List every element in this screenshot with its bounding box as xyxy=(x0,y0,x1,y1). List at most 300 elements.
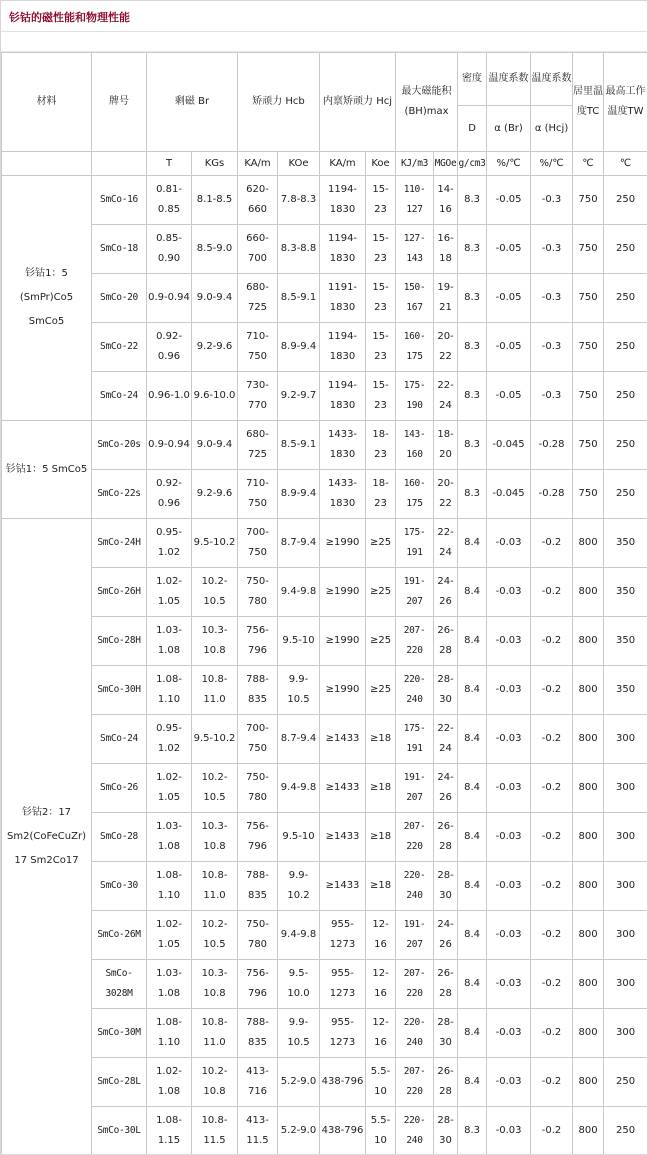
cell-max-work: 250 xyxy=(604,274,648,323)
cell-bhmax-kjm3: 220-240 xyxy=(396,666,434,715)
cell-hcj-koe: 15-23 xyxy=(366,372,396,421)
cell-hcj-kam: 1433-1830 xyxy=(320,470,366,519)
cell-hcj-kam: 1433-1830 xyxy=(320,421,366,470)
cell-bhmax-kjm3: 175-191 xyxy=(396,519,434,568)
cell-alpha-hcj: -0.28 xyxy=(531,421,573,470)
cell-curie: 750 xyxy=(573,372,604,421)
cell-bhmax-mgoe: 24-26 xyxy=(434,568,458,617)
cell-alpha-br: -0.05 xyxy=(487,372,531,421)
cell-br-t: 1.02-1.05 xyxy=(147,911,192,960)
table-row xyxy=(2,225,648,274)
cell-br-t: 0.81-0.85 xyxy=(147,176,192,225)
cell-alpha-br: -0.05 xyxy=(487,323,531,372)
properties-table xyxy=(1,52,648,1155)
cell-alpha-hcj: -0.2 xyxy=(531,666,573,715)
cell-alpha-hcj: -0.2 xyxy=(531,764,573,813)
cell-alpha-hcj: -0.2 xyxy=(531,1058,573,1107)
cell-grade: SmCo-26M xyxy=(92,911,147,960)
cell-bhmax-kjm3: 191-207 xyxy=(396,911,434,960)
cell-bhmax-mgoe: 18-20 xyxy=(434,421,458,470)
cell-hcb-koe: 5.2-9.0 xyxy=(278,1107,320,1155)
cell-grade: SmCo-26 xyxy=(92,764,147,813)
cell-density: 8.3 xyxy=(458,323,487,372)
cell-br-kgs: 10.8-11.5 xyxy=(192,1107,238,1155)
cell-max-work: 250 xyxy=(604,1107,648,1155)
cell-density: 8.4 xyxy=(458,764,487,813)
material-group-label: 钐钴1：5 (SmPr)Co5 SmCo5 xyxy=(2,176,92,421)
title-bar xyxy=(1,1,647,32)
cell-bhmax-kjm3: 160-175 xyxy=(396,470,434,519)
cell-br-t: 0.92-0.96 xyxy=(147,470,192,519)
cell-hcj-kam: ≥1990 xyxy=(320,617,366,666)
cell-alpha-br: -0.03 xyxy=(487,764,531,813)
table-row xyxy=(2,519,648,568)
cell-hcj-kam: ≥1433 xyxy=(320,813,366,862)
cell-max-work: 300 xyxy=(604,1009,648,1058)
cell-br-t: 1.08-1.10 xyxy=(147,666,192,715)
cell-bhmax-kjm3: 175-191 xyxy=(396,715,434,764)
cell-grade: SmCo-24 xyxy=(92,372,147,421)
cell-bhmax-mgoe: 22-24 xyxy=(434,715,458,764)
cell-curie: 800 xyxy=(573,568,604,617)
cell-density: 8.4 xyxy=(458,862,487,911)
title-spacer xyxy=(1,32,647,52)
cell-alpha-hcj: -0.2 xyxy=(531,519,573,568)
cell-grade: SmCo-16 xyxy=(92,176,147,225)
table-row xyxy=(2,372,648,421)
cell-alpha-hcj: -0.28 xyxy=(531,470,573,519)
cell-max-work: 250 xyxy=(604,1058,648,1107)
cell-max-work: 300 xyxy=(604,911,648,960)
cell-bhmax-kjm3: 207-220 xyxy=(396,617,434,666)
table-row xyxy=(2,274,648,323)
cell-grade: SmCo-18 xyxy=(92,225,147,274)
cell-alpha-br: -0.05 xyxy=(487,225,531,274)
cell-hcj-koe: 15-23 xyxy=(366,225,396,274)
cell-density: 8.4 xyxy=(458,715,487,764)
cell-alpha-hcj: -0.2 xyxy=(531,1107,573,1155)
cell-hcb-kam: 710-750 xyxy=(238,470,278,519)
cell-density: 8.4 xyxy=(458,960,487,1009)
cell-alpha-br: -0.03 xyxy=(487,519,531,568)
cell-br-kgs: 9.2-9.6 xyxy=(192,323,238,372)
cell-curie: 800 xyxy=(573,666,604,715)
cell-br-kgs: 9.0-9.4 xyxy=(192,421,238,470)
cell-density: 8.4 xyxy=(458,813,487,862)
cell-hcb-kam: 756-796 xyxy=(238,960,278,1009)
cell-hcb-koe: 9.9-10.5 xyxy=(278,666,320,715)
cell-hcj-koe: ≥25 xyxy=(366,568,396,617)
unit-hcb-koe: KOe xyxy=(278,152,320,176)
cell-grade: SmCo-22 xyxy=(92,323,147,372)
unit-max-work: ℃ xyxy=(604,152,648,176)
cell-br-kgs: 10.2-10.5 xyxy=(192,764,238,813)
cell-hcb-koe: 8.5-9.1 xyxy=(278,421,320,470)
cell-max-work: 300 xyxy=(604,764,648,813)
cell-br-kgs: 10.8-11.0 xyxy=(192,666,238,715)
cell-curie: 750 xyxy=(573,421,604,470)
cell-density: 8.3 xyxy=(458,372,487,421)
cell-hcb-kam: 620-660 xyxy=(238,176,278,225)
table-body xyxy=(2,176,648,1155)
cell-br-t: 1.03-1.08 xyxy=(147,617,192,666)
cell-hcj-kam: ≥1433 xyxy=(320,764,366,813)
cell-br-kgs: 9.2-9.6 xyxy=(192,470,238,519)
cell-br-kgs: 10.3-10.8 xyxy=(192,960,238,1009)
cell-hcb-koe: 9.5-10 xyxy=(278,813,320,862)
cell-max-work: 300 xyxy=(604,715,648,764)
cell-hcb-kam: 680-725 xyxy=(238,274,278,323)
cell-bhmax-kjm3: 207-220 xyxy=(396,813,434,862)
cell-hcj-koe: ≥25 xyxy=(366,519,396,568)
cell-alpha-hcj: -0.2 xyxy=(531,813,573,862)
table-head xyxy=(2,53,648,176)
cell-br-kgs: 10.8-11.0 xyxy=(192,862,238,911)
cell-alpha-hcj: -0.2 xyxy=(531,862,573,911)
cell-br-kgs: 10.3-10.8 xyxy=(192,617,238,666)
cell-density: 8.4 xyxy=(458,1009,487,1058)
cell-br-kgs: 10.2-10.5 xyxy=(192,911,238,960)
header-alpha-br: α (Br) xyxy=(487,106,531,152)
cell-hcj-koe: ≥18 xyxy=(366,715,396,764)
cell-hcb-koe: 9.5-10.0 xyxy=(278,960,320,1009)
table-row xyxy=(2,666,648,715)
cell-alpha-br: -0.03 xyxy=(487,813,531,862)
cell-bhmax-mgoe: 26-28 xyxy=(434,960,458,1009)
cell-hcj-koe: ≥25 xyxy=(366,666,396,715)
cell-grade: SmCo-30M xyxy=(92,1009,147,1058)
cell-br-t: 0.95-1.02 xyxy=(147,715,192,764)
cell-curie: 800 xyxy=(573,519,604,568)
cell-bhmax-mgoe: 16-18 xyxy=(434,225,458,274)
cell-alpha-hcj: -0.2 xyxy=(531,715,573,764)
cell-hcj-koe: 5.5-10 xyxy=(366,1058,396,1107)
cell-hcb-kam: 680-725 xyxy=(238,421,278,470)
header-bhmax: 最大磁能积(BH)max xyxy=(396,53,458,152)
cell-grade: SmCo-28 xyxy=(92,813,147,862)
cell-hcj-koe: ≥25 xyxy=(366,617,396,666)
cell-hcb-koe: 8.7-9.4 xyxy=(278,715,320,764)
cell-alpha-br: -0.03 xyxy=(487,1009,531,1058)
unit-hcb-kam: KA/m xyxy=(238,152,278,176)
cell-bhmax-kjm3: 191-207 xyxy=(396,568,434,617)
cell-hcj-koe: 12-16 xyxy=(366,911,396,960)
cell-curie: 800 xyxy=(573,862,604,911)
unit-bhmax-mgoe: MGOe xyxy=(434,152,458,176)
cell-density: 8.3 xyxy=(458,274,487,323)
cell-hcb-koe: 8.5-9.1 xyxy=(278,274,320,323)
cell-bhmax-mgoe: 28-30 xyxy=(434,862,458,911)
cell-grade: SmCo-30 xyxy=(92,862,147,911)
cell-hcj-kam: 1194-1830 xyxy=(320,323,366,372)
cell-alpha-br: -0.045 xyxy=(487,421,531,470)
cell-bhmax-kjm3: 143-160 xyxy=(396,421,434,470)
table-row xyxy=(2,176,648,225)
cell-alpha-hcj: -0.3 xyxy=(531,225,573,274)
cell-curie: 800 xyxy=(573,960,604,1009)
cell-curie: 750 xyxy=(573,323,604,372)
cell-hcb-koe: 9.4-9.8 xyxy=(278,911,320,960)
cell-max-work: 300 xyxy=(604,862,648,911)
cell-br-kgs: 10.8-11.0 xyxy=(192,1009,238,1058)
cell-curie: 750 xyxy=(573,176,604,225)
cell-alpha-br: -0.03 xyxy=(487,911,531,960)
cell-alpha-hcj: -0.2 xyxy=(531,568,573,617)
material-group-label: 钐钴2：17 Sm2(CoFeCuZr)17 Sm2Co17 xyxy=(2,519,92,1155)
cell-br-kgs: 9.5-10.2 xyxy=(192,519,238,568)
cell-hcj-koe: 18-23 xyxy=(366,421,396,470)
cell-grade: SmCo-28L xyxy=(92,1058,147,1107)
cell-bhmax-kjm3: 110-127 xyxy=(396,176,434,225)
cell-br-t: 0.85-0.90 xyxy=(147,225,192,274)
cell-grade: SmCo-3028M xyxy=(92,960,147,1009)
cell-alpha-br: -0.03 xyxy=(487,568,531,617)
cell-br-t: 1.08-1.15 xyxy=(147,1107,192,1155)
cell-bhmax-kjm3: 150-167 xyxy=(396,274,434,323)
cell-br-t: 0.92-0.96 xyxy=(147,323,192,372)
cell-alpha-hcj: -0.3 xyxy=(531,274,573,323)
cell-max-work: 250 xyxy=(604,225,648,274)
cell-hcj-kam: 955-1273 xyxy=(320,960,366,1009)
cell-bhmax-mgoe: 26-28 xyxy=(434,1058,458,1107)
cell-hcb-kam: 788-835 xyxy=(238,862,278,911)
cell-bhmax-mgoe: 28-30 xyxy=(434,1009,458,1058)
cell-hcb-koe: 9.4-9.8 xyxy=(278,764,320,813)
cell-hcj-koe: 12-16 xyxy=(366,960,396,1009)
cell-curie: 750 xyxy=(573,225,604,274)
cell-hcj-kam: 1191-1830 xyxy=(320,274,366,323)
cell-br-kgs: 10.3-10.8 xyxy=(192,813,238,862)
cell-br-t: 1.02-1.05 xyxy=(147,764,192,813)
cell-hcb-kam: 660-700 xyxy=(238,225,278,274)
cell-hcj-koe: 15-23 xyxy=(366,274,396,323)
cell-alpha-br: -0.03 xyxy=(487,862,531,911)
table-row xyxy=(2,911,648,960)
cell-br-t: 1.08-1.10 xyxy=(147,1009,192,1058)
table-row xyxy=(2,421,648,470)
unit-hcj-kam: KA/m xyxy=(320,152,366,176)
header-density: 密度 xyxy=(458,53,487,106)
unit-br-kgs: KGs xyxy=(192,152,238,176)
cell-alpha-hcj: -0.2 xyxy=(531,617,573,666)
cell-hcb-kam: 788-835 xyxy=(238,666,278,715)
cell-density: 8.4 xyxy=(458,666,487,715)
cell-hcj-kam: 955-1273 xyxy=(320,911,366,960)
cell-max-work: 350 xyxy=(604,617,648,666)
units-row xyxy=(2,152,648,176)
cell-max-work: 250 xyxy=(604,323,648,372)
cell-alpha-br: -0.03 xyxy=(487,960,531,1009)
cell-curie: 750 xyxy=(573,274,604,323)
cell-hcj-kam: 438-796 xyxy=(320,1058,366,1107)
cell-br-t: 0.9-0.94 xyxy=(147,274,192,323)
cell-br-t: 0.95-1.02 xyxy=(147,519,192,568)
cell-hcj-kam: 955-1273 xyxy=(320,1009,366,1058)
cell-bhmax-kjm3: 220-240 xyxy=(396,1107,434,1155)
cell-hcb-kam: 756-796 xyxy=(238,813,278,862)
cell-bhmax-kjm3: 207-220 xyxy=(396,1058,434,1107)
table-row xyxy=(2,1058,648,1107)
cell-bhmax-mgoe: 20-22 xyxy=(434,470,458,519)
table-row xyxy=(2,764,648,813)
cell-hcb-kam: 750-780 xyxy=(238,568,278,617)
units-material-blank xyxy=(2,152,92,176)
cell-br-t: 1.02-1.05 xyxy=(147,568,192,617)
cell-curie: 800 xyxy=(573,715,604,764)
cell-hcj-koe: 5.5-10 xyxy=(366,1107,396,1155)
cell-max-work: 350 xyxy=(604,666,648,715)
table-row xyxy=(2,470,648,519)
cell-curie: 800 xyxy=(573,764,604,813)
cell-br-t: 0.9-0.94 xyxy=(147,421,192,470)
cell-curie: 800 xyxy=(573,1107,604,1155)
table-row xyxy=(2,323,648,372)
cell-bhmax-mgoe: 26-28 xyxy=(434,617,458,666)
table-row xyxy=(2,1107,648,1155)
cell-alpha-br: -0.03 xyxy=(487,1107,531,1155)
cell-max-work: 300 xyxy=(604,813,648,862)
table-row xyxy=(2,862,648,911)
cell-hcj-koe: ≥18 xyxy=(366,813,396,862)
cell-density: 8.3 xyxy=(458,1107,487,1155)
cell-density: 8.4 xyxy=(458,1058,487,1107)
cell-br-kgs: 8.5-9.0 xyxy=(192,225,238,274)
cell-br-kgs: 9.6-10.0 xyxy=(192,372,238,421)
cell-br-t: 1.08-1.10 xyxy=(147,862,192,911)
cell-density: 8.4 xyxy=(458,568,487,617)
cell-br-kgs: 9.0-9.4 xyxy=(192,274,238,323)
cell-alpha-hcj: -0.2 xyxy=(531,911,573,960)
cell-alpha-br: -0.03 xyxy=(487,666,531,715)
cell-bhmax-mgoe: 20-22 xyxy=(434,323,458,372)
cell-bhmax-kjm3: 220-240 xyxy=(396,862,434,911)
cell-alpha-br: -0.05 xyxy=(487,176,531,225)
cell-br-kgs: 10.2-10.8 xyxy=(192,1058,238,1107)
cell-hcj-kam: ≥1990 xyxy=(320,666,366,715)
cell-bhmax-mgoe: 19-21 xyxy=(434,274,458,323)
cell-grade: SmCo-24 xyxy=(92,715,147,764)
cell-curie: 800 xyxy=(573,617,604,666)
cell-density: 8.3 xyxy=(458,470,487,519)
table-row xyxy=(2,715,648,764)
cell-hcj-kam: ≥1433 xyxy=(320,715,366,764)
cell-grade: SmCo-20 xyxy=(92,274,147,323)
material-group-label: 钐钴1：5 SmCo5 xyxy=(2,421,92,519)
cell-br-kgs: 9.5-10.2 xyxy=(192,715,238,764)
cell-hcb-koe: 9.2-9.7 xyxy=(278,372,320,421)
unit-curie: ℃ xyxy=(573,152,604,176)
cell-density: 8.3 xyxy=(458,176,487,225)
cell-hcb-kam: 750-780 xyxy=(238,764,278,813)
cell-density: 8.4 xyxy=(458,617,487,666)
cell-alpha-br: -0.03 xyxy=(487,617,531,666)
cell-max-work: 250 xyxy=(604,421,648,470)
cell-max-work: 350 xyxy=(604,568,648,617)
cell-max-work: 250 xyxy=(604,176,648,225)
cell-alpha-hcj: -0.2 xyxy=(531,1009,573,1058)
cell-hcb-koe: 8.7-9.4 xyxy=(278,519,320,568)
cell-hcb-koe: 5.2-9.0 xyxy=(278,1058,320,1107)
cell-curie: 800 xyxy=(573,1009,604,1058)
unit-density: g/cm3 xyxy=(458,152,487,176)
cell-hcb-kam: 756-796 xyxy=(238,617,278,666)
cell-density: 8.3 xyxy=(458,421,487,470)
cell-density: 8.4 xyxy=(458,911,487,960)
cell-hcj-kam: 1194-1830 xyxy=(320,372,366,421)
cell-grade: SmCo-24H xyxy=(92,519,147,568)
header-material: 材料 xyxy=(2,53,92,152)
cell-bhmax-mgoe: 14-16 xyxy=(434,176,458,225)
cell-max-work: 300 xyxy=(604,960,648,1009)
cell-hcj-koe: 15-23 xyxy=(366,176,396,225)
cell-hcj-kam: 1194-1830 xyxy=(320,176,366,225)
cell-hcj-koe: ≥18 xyxy=(366,862,396,911)
cell-bhmax-mgoe: 22-24 xyxy=(434,519,458,568)
cell-br-t: 1.03-1.08 xyxy=(147,813,192,862)
cell-bhmax-mgoe: 26-28 xyxy=(434,813,458,862)
unit-hcj-koe: Koe xyxy=(366,152,396,176)
unit-alpha-br: %/℃ xyxy=(487,152,531,176)
cell-hcb-koe: 9.4-9.8 xyxy=(278,568,320,617)
cell-br-t: 1.02-1.08 xyxy=(147,1058,192,1107)
cell-density: 8.3 xyxy=(458,225,487,274)
cell-hcb-kam: 730-770 xyxy=(238,372,278,421)
cell-hcj-kam: ≥1433 xyxy=(320,862,366,911)
cell-hcj-koe: 12-16 xyxy=(366,1009,396,1058)
cell-grade: SmCo-30L xyxy=(92,1107,147,1155)
cell-curie: 800 xyxy=(573,813,604,862)
cell-br-t: 0.96-1.0 xyxy=(147,372,192,421)
cell-hcj-kam: 1194-1830 xyxy=(320,225,366,274)
cell-bhmax-mgoe: 28-30 xyxy=(434,666,458,715)
cell-br-kgs: 8.1-8.5 xyxy=(192,176,238,225)
cell-hcb-koe: 9.5-10 xyxy=(278,617,320,666)
units-grade-blank xyxy=(92,152,147,176)
cell-hcb-kam: 710-750 xyxy=(238,323,278,372)
cell-br-t: 1.03-1.08 xyxy=(147,960,192,1009)
header-temp-coef-br: 温度系数 xyxy=(487,53,531,106)
cell-bhmax-kjm3: 220-240 xyxy=(396,1009,434,1058)
cell-max-work: 350 xyxy=(604,519,648,568)
header-curie: 居里温度TC xyxy=(573,53,604,152)
cell-grade: SmCo-20s xyxy=(92,421,147,470)
cell-hcb-koe: 9.9-10.2 xyxy=(278,862,320,911)
header-alpha-hcj: α (Hcj) xyxy=(531,106,573,152)
cell-hcj-koe: 15-23 xyxy=(366,323,396,372)
cell-hcb-koe: 8.3-8.8 xyxy=(278,225,320,274)
cell-alpha-br: -0.03 xyxy=(487,1058,531,1107)
cell-bhmax-kjm3: 175-190 xyxy=(396,372,434,421)
cell-bhmax-kjm3: 127-143 xyxy=(396,225,434,274)
cell-hcb-koe: 7.8-8.3 xyxy=(278,176,320,225)
unit-alpha-hcj: %/℃ xyxy=(531,152,573,176)
cell-alpha-hcj: -0.3 xyxy=(531,323,573,372)
cell-max-work: 250 xyxy=(604,470,648,519)
cell-hcb-koe: 9.9-10.5 xyxy=(278,1009,320,1058)
cell-alpha-br: -0.05 xyxy=(487,274,531,323)
unit-br-t: T xyxy=(147,152,192,176)
cell-max-work: 250 xyxy=(604,372,648,421)
cell-hcb-kam: 700-750 xyxy=(238,519,278,568)
cell-bhmax-kjm3: 191-207 xyxy=(396,764,434,813)
cell-hcb-koe: 8.9-9.4 xyxy=(278,470,320,519)
table-row xyxy=(2,568,648,617)
cell-grade: SmCo-26H xyxy=(92,568,147,617)
cell-hcb-kam: 413-716 xyxy=(238,1058,278,1107)
cell-hcj-koe: ≥18 xyxy=(366,764,396,813)
cell-alpha-hcj: -0.2 xyxy=(531,960,573,1009)
cell-alpha-br: -0.03 xyxy=(487,715,531,764)
